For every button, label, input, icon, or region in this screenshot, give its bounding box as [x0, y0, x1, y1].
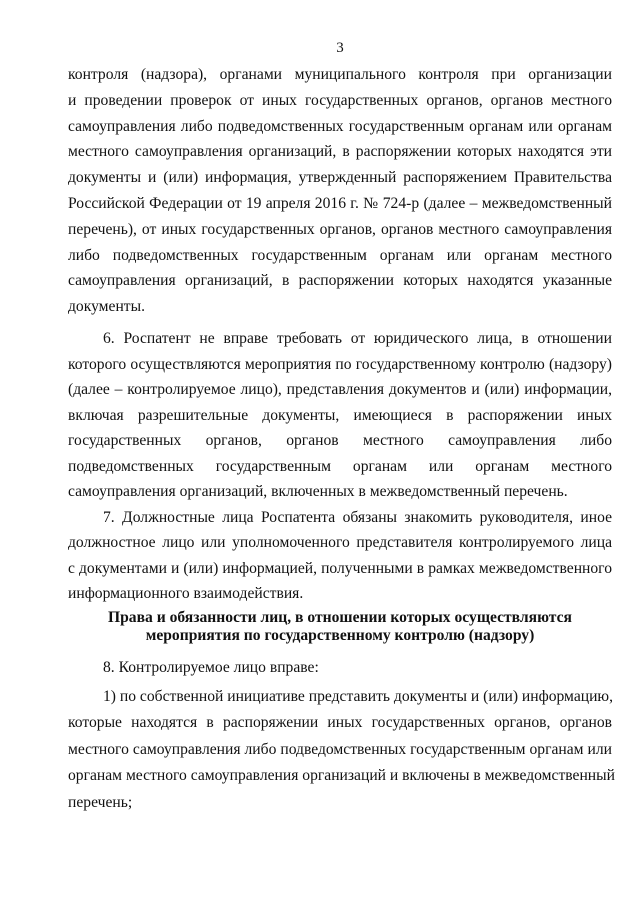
text-line: самоуправления либо подведомственных государственным органам или органам — [68, 117, 612, 135]
text-line: подведомственных государственным органам или органам местного — [68, 457, 612, 475]
text-line: информационного взаимодействия. — [68, 585, 304, 603]
text-line: перечень; — [68, 793, 133, 811]
text-line: с документами и (или) информацией, полученными в рамках межведомственного — [68, 559, 612, 577]
text-line: и проведении проверок от иных государственных органов, органов местного — [68, 91, 612, 109]
section-heading-line: Права и обязанности лиц, в отношении которых осуществляются — [108, 609, 572, 626]
text-line: включая разрешительные документы, имеющиеся в распоряжении иных — [68, 406, 612, 424]
paragraph-continuation — [68, 62, 612, 320]
section-heading — [68, 609, 612, 645]
text-line: местного самоуправления либо подведомственных государственным органам или — [68, 740, 612, 758]
text-line: государственных органов, органов местного самоуправления либо — [68, 432, 612, 449]
text-line: должностное лицо или уполномоченного представителя контролируемого лица — [68, 534, 612, 552]
text-line: 1) по собственной инициативе представить документы и (или) информацию, — [103, 688, 613, 705]
paragraph-7 — [68, 505, 612, 607]
section-heading-line: мероприятия по государственному контролю (надзору) — [145, 627, 535, 644]
text-line: документы. — [68, 298, 146, 316]
text-line: самоуправления организаций, в распоряжении которых находятся указанные — [68, 272, 612, 290]
text-line: органам местного самоуправления организаций и включены в межведомственный — [68, 767, 615, 785]
text-line: либо подведомственных государственным органам или органам местного — [68, 246, 612, 264]
text-line: перечень), от иных государственных органов, органов местного самоуправления — [68, 220, 612, 238]
text-line: документы и (или) информация, утвержденный распоряжением Правительства — [68, 169, 612, 187]
paragraph-8-1 — [68, 684, 615, 816]
paragraph-8 — [68, 655, 612, 681]
paragraph-6 — [68, 326, 612, 505]
text-line: которые находятся в распоряжении иных государственных органов, органов — [68, 714, 612, 732]
text-line: 6. Роспатент не вправе требовать от юридического лица, в отношении — [103, 330, 612, 347]
text-line: самоуправления организаций, включенных в межведомственный перечень. — [68, 483, 568, 500]
text-line: 7. Должностные лица Роспатента обязаны знакомить руководителя, иное — [103, 509, 612, 526]
text-line: Российской Федерации от 19 апреля 2016 г. № 724-р (далее – межведомственный — [68, 194, 612, 212]
text-line: контроля (надзора), органами муниципального контроля при организации — [68, 66, 612, 83]
text-line: которого осуществляются мероприятия по государственному контролю (надзору) — [68, 355, 612, 373]
page-number: 3 — [336, 40, 344, 56]
text-line: (далее – контролируемое лицо), представления документов и (или) информации, — [68, 381, 612, 398]
text-line: местного самоуправления организаций, в распоряжении которых находятся эти — [68, 143, 612, 161]
text-line: 8. Контролируемое лицо вправе: — [103, 659, 319, 676]
